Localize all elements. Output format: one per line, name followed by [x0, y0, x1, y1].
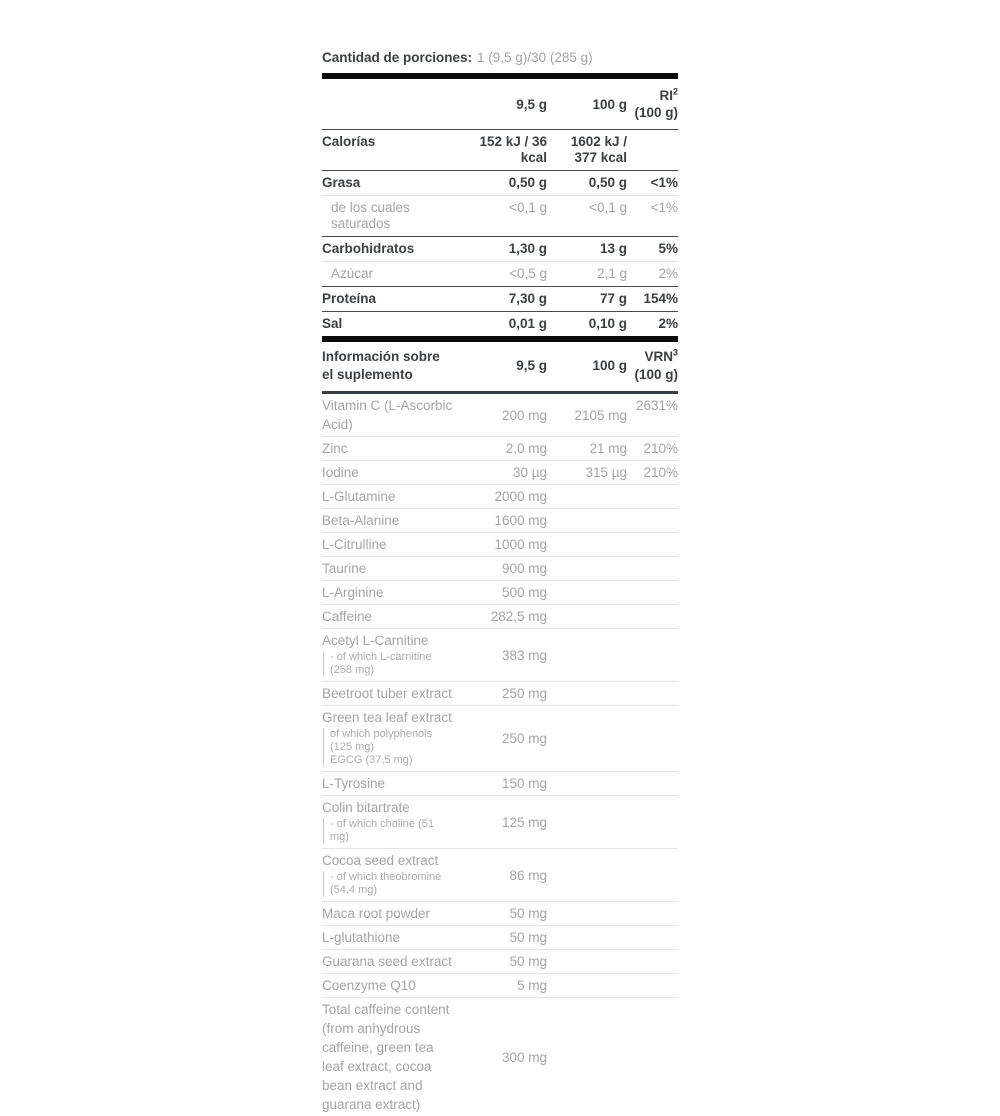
ingredient-name: L-Glutamine — [322, 489, 396, 504]
nutrition-label — [322, 50, 678, 1116]
value-per-serving: 50 mg — [509, 906, 547, 921]
ingredient-name: L-Arginine — [322, 585, 384, 600]
ingredient-name: Vitamin C (L-Ascorbic Acid) — [322, 398, 453, 432]
supplement-row — [322, 533, 678, 557]
ingredient-subdetail — [323, 728, 454, 767]
ingredient-name: Zinc — [322, 441, 348, 456]
supplement-row — [322, 629, 678, 682]
ingredient-name-block — [322, 708, 454, 769]
ingredient-name-block — [322, 396, 454, 434]
supplement-row — [322, 998, 678, 1116]
supplement-row — [322, 605, 678, 629]
ingredient-name-block — [322, 607, 454, 626]
serving-size-label: Cantidad de porciones: — [322, 50, 473, 65]
ingredient-subdetail-line: - of which L-carnitine (258 mg) — [330, 651, 432, 676]
ingredient-name-block — [322, 559, 454, 578]
supplement-row — [322, 950, 678, 974]
supplement-column-vrn-label: VRN$^3$ — [644, 347, 678, 364]
value-vrn-percent: 210% — [643, 465, 678, 480]
supplement-column-per-100g: 100 g — [592, 358, 627, 373]
nutrition-row — [322, 287, 678, 312]
ingredient-name-block — [322, 1000, 454, 1114]
value-per-serving: 152 kJ / 36 kcal — [479, 134, 547, 165]
nutrient-name: Sal — [322, 316, 343, 331]
ingredient-name: Cocoa seed extract — [322, 853, 439, 868]
value-per-serving: 1000 mg — [494, 537, 547, 552]
column-ri-basis: (100 g) — [634, 105, 678, 120]
nutrition-column-header — [322, 79, 678, 130]
ingredient-subdetail — [323, 651, 454, 677]
value-per-100g: 315 µg — [585, 465, 627, 480]
value-per-serving: 125 mg — [501, 814, 547, 830]
serving-size-row — [322, 50, 678, 73]
value-vrn-percent: 2631% — [635, 398, 678, 413]
supplement-row — [322, 437, 678, 461]
ingredient-name: L-glutathione — [322, 930, 401, 945]
value-per-serving: <0,5 g — [509, 266, 547, 281]
value-per-serving: 2,0 mg — [505, 441, 547, 456]
nutrition-row — [322, 312, 678, 336]
value-per-serving: 2000 mg — [494, 489, 547, 504]
supplement-row — [322, 706, 678, 772]
nutrient-name: de los cuales saturados — [331, 200, 410, 231]
supplement-row — [322, 849, 678, 902]
ingredient-name-block — [322, 631, 454, 679]
value-per-serving: 500 mg — [501, 585, 547, 600]
supplement-row — [322, 796, 678, 849]
value-per-serving: <0,1 g — [509, 200, 547, 215]
nutrient-name: Azúcar — [331, 266, 374, 281]
nutrition-row — [322, 237, 678, 262]
supplement-row — [322, 509, 678, 533]
value-per-serving: 50 mg — [509, 954, 547, 969]
ingredient-name: Iodine — [322, 465, 359, 480]
nutrient-name: Grasa — [322, 175, 361, 190]
value-per-100g: 77 g — [599, 291, 627, 306]
ingredient-name-block — [322, 684, 454, 703]
value-vrn-percent: 210% — [643, 441, 678, 456]
value-ri-percent: 5% — [658, 241, 678, 256]
ingredient-name-block — [322, 798, 454, 846]
ingredient-name: L-Tyrosine — [322, 776, 386, 791]
supplement-column-vrn — [627, 348, 678, 384]
value-per-100g: 13 g — [599, 241, 627, 256]
ingredient-name: Beetroot tuber extract — [322, 686, 452, 701]
supplement-header — [322, 342, 678, 394]
supplement-row — [322, 461, 678, 485]
value-per-serving: 0,50 g — [508, 175, 547, 190]
ingredient-name-block — [322, 976, 454, 995]
supplement-row — [322, 772, 678, 796]
value-per-100g: 0,50 g — [588, 175, 627, 190]
value-per-serving: 383 mg — [501, 647, 547, 663]
ingredient-name: Green tea leaf extract — [322, 710, 452, 725]
ingredient-subdetail-line: - of which theobromine (54,4 mg) — [330, 871, 442, 896]
supplement-rows — [322, 394, 678, 1116]
nutrition-row — [322, 262, 678, 287]
supplement-row — [322, 682, 678, 706]
value-per-serving: 5 mg — [516, 978, 547, 993]
ingredient-name-block — [322, 487, 454, 506]
supplement-row — [322, 974, 678, 998]
ingredient-name: Guarana seed extract — [322, 954, 452, 969]
column-per-100g: 100 g — [592, 96, 627, 112]
ingredient-name: Caffeine — [322, 609, 373, 624]
value-ri-percent: <1% — [650, 175, 678, 190]
supplement-row — [322, 926, 678, 950]
value-ri-percent: <1% — [650, 200, 678, 215]
value-per-serving: 30 µg — [512, 465, 547, 480]
value-per-serving: 50 mg — [509, 930, 547, 945]
ingredient-name-block — [322, 928, 454, 947]
ingredient-name: Coenzyme Q10 — [322, 978, 416, 993]
value-per-100g: 1602 kJ / 377 kcal — [570, 134, 627, 165]
supplement-column-per-serving: 9,5 g — [516, 358, 547, 373]
supplement-row — [322, 557, 678, 581]
nutrient-name: Calorías — [322, 134, 376, 149]
nutrient-name: Proteína — [322, 291, 377, 306]
ingredient-name-block — [322, 851, 454, 899]
supplement-row — [322, 485, 678, 509]
value-ri-percent: 154% — [643, 291, 678, 306]
value-per-serving: 200 mg — [501, 407, 547, 423]
nutrition-row — [322, 171, 678, 196]
ingredient-subdetail — [323, 818, 454, 844]
value-per-serving: 282,5 mg — [490, 609, 547, 624]
ingredient-name: Taurine — [322, 561, 367, 576]
ingredient-subdetail-line: EGCG (37,5 mg) — [330, 754, 413, 766]
ingredient-name: Total caffeine content (from anhydrous caffeine, green tea leaf extract, cocoa bean extract and guarana extract) — [322, 1002, 450, 1112]
nutrition-rows — [322, 130, 678, 336]
value-per-100g: 0,10 g — [588, 316, 627, 331]
column-per-serving: 9,5 g — [516, 96, 547, 112]
supplement-row — [322, 394, 678, 437]
supplement-title: Información sobre el suplemento — [322, 349, 440, 382]
ingredient-name-block — [322, 774, 454, 793]
value-per-100g: <0,1 g — [589, 200, 627, 215]
value-per-serving: 1600 mg — [494, 513, 547, 528]
nutrient-name: Carbohidratos — [322, 241, 415, 256]
column-ri — [627, 87, 678, 121]
ingredient-name-block — [322, 904, 454, 923]
ingredient-subdetail-line: - of which choline (51 mg) — [330, 818, 434, 843]
value-per-serving: 86 mg — [509, 867, 547, 883]
ingredient-subdetail-line: of which polyphenols (125 mg) — [330, 728, 433, 753]
value-per-serving: 150 mg — [501, 776, 547, 791]
value-ri-percent: 2% — [658, 266, 678, 281]
ingredient-name: Colin bitartrate — [322, 800, 410, 815]
value-per-100g: 2,1 g — [596, 266, 627, 281]
value-per-serving: 300 mg — [501, 1049, 547, 1065]
ingredient-name-block — [322, 583, 454, 602]
value-per-serving: 0,01 g — [508, 316, 547, 331]
supplement-row — [322, 581, 678, 605]
value-per-100g: 21 mg — [589, 441, 627, 456]
value-per-serving: 1,30 g — [508, 241, 547, 256]
value-per-serving: 250 mg — [501, 731, 547, 746]
ingredient-name: Beta-Alanine — [322, 513, 400, 528]
column-ri-label: $RI^2$ — [659, 86, 678, 103]
value-per-serving: 250 mg — [501, 686, 547, 701]
ingredient-name-block — [322, 439, 454, 458]
supplement-row — [322, 902, 678, 926]
ingredient-name: L-Citrulline — [322, 537, 387, 552]
value-ri-percent: 2% — [658, 316, 678, 331]
supplement-column-vrn-basis: (100 g) — [634, 367, 678, 382]
ingredient-name-block — [322, 463, 454, 482]
ingredient-name-block — [322, 511, 454, 530]
ingredient-name: Acetyl L-Carnitine — [322, 633, 429, 648]
ingredient-name-block — [322, 952, 454, 971]
serving-size-value: 1 (9,5 g)/30 (285 g) — [477, 50, 593, 65]
ingredient-subdetail — [323, 871, 454, 897]
value-per-100g: 2105 mg — [574, 407, 627, 423]
nutrition-row — [322, 130, 678, 171]
value-per-serving: 900 mg — [501, 561, 547, 576]
value-per-serving: 7,30 g — [508, 291, 547, 306]
ingredient-name-block — [322, 535, 454, 554]
nutrition-row — [322, 196, 678, 237]
ingredient-name: Maca root powder — [322, 906, 431, 921]
